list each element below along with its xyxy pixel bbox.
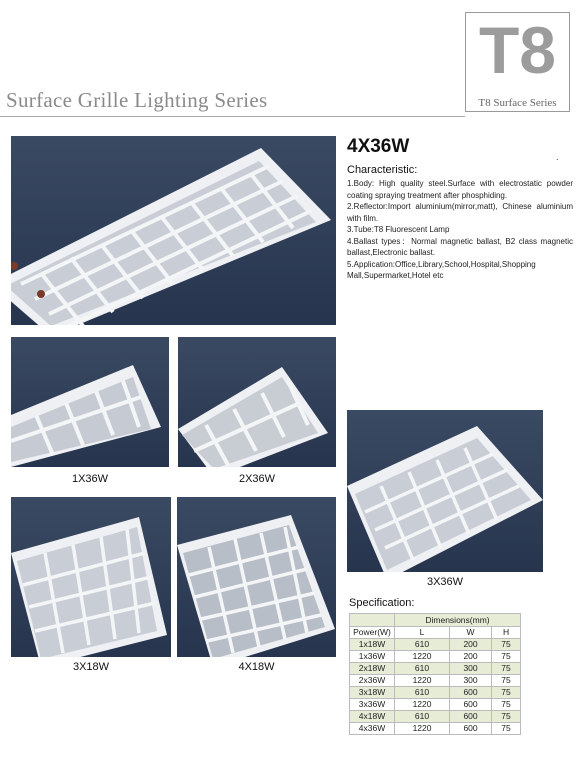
specification-heading: Specification:	[349, 597, 415, 609]
row-length: 610	[395, 687, 450, 699]
characteristic-item: 3.Tube:T8 Fluorescent Lamp	[347, 225, 450, 234]
row-length: 1220	[395, 651, 450, 663]
row-width: 300	[450, 675, 492, 687]
table-row	[350, 723, 521, 735]
row-power: 4x36W	[350, 723, 395, 735]
product-photo-1x36w	[11, 337, 169, 467]
caption-2x36w: 2X36W	[238, 473, 276, 485]
row-height: 75	[492, 639, 521, 651]
row-length: 1220	[395, 699, 450, 711]
table-row	[350, 711, 521, 723]
caption-3x36w: 3X36W	[426, 576, 464, 588]
row-width: 600	[450, 687, 492, 699]
table-row	[350, 639, 521, 651]
row-power: 1x18W	[350, 639, 395, 651]
table-row	[350, 687, 521, 699]
characteristic-item: 5.Application:Office,Library,School,Hospital,Shopping Mall,Supermarket,Hotel etc	[347, 259, 536, 280]
row-height: 75	[492, 675, 521, 687]
row-width: 200	[450, 639, 492, 651]
column-header-l: L	[395, 627, 450, 639]
table-row	[350, 651, 521, 663]
row-length: 610	[395, 711, 450, 723]
characteristic-item: 2.Reflector:Import aluminium(mirror,matt), Chinese aluminium with film.	[347, 202, 573, 223]
column-header-h: H	[492, 627, 521, 639]
characteristic-heading: Characteristic:	[347, 164, 418, 176]
row-width: 600	[450, 699, 492, 711]
row-height: 75	[492, 723, 521, 735]
badge-big-text: T8	[478, 13, 557, 87]
row-width: 200	[450, 651, 492, 663]
row-height: 75	[492, 699, 521, 711]
series-badge	[465, 12, 570, 112]
page-title: Surface Grille Lighting Series	[6, 88, 268, 112]
table-row	[350, 675, 521, 687]
row-power: 3x18W	[350, 687, 395, 699]
row-length: 610	[395, 663, 450, 675]
caption-4x18w: 4X18W	[238, 661, 275, 673]
row-height: 75	[492, 687, 521, 699]
product-photo-main	[11, 136, 336, 325]
row-width: 600	[450, 711, 492, 723]
row-height: 75	[492, 663, 521, 675]
table-corner-cell	[350, 614, 395, 627]
badge-small-text: T8 Surface Series	[478, 97, 557, 109]
row-power: 4x18W	[350, 711, 395, 723]
row-power: 2x18W	[350, 663, 395, 675]
product-photo-4x18w	[177, 497, 336, 657]
row-power: 1x36W	[350, 651, 395, 663]
table-row	[350, 699, 521, 711]
product-photo-3x36w	[347, 410, 543, 572]
row-power: 2x36W	[350, 675, 395, 687]
row-width: 300	[450, 663, 492, 675]
featured-model: 4X36W	[347, 136, 410, 157]
dimensions-header: Dimensions(mm)	[395, 614, 521, 627]
row-length: 1220	[395, 723, 450, 735]
featured-dot: .	[556, 152, 559, 162]
row-height: 75	[492, 651, 521, 663]
specification-table	[349, 613, 521, 735]
row-length: 1220	[395, 675, 450, 687]
characteristic-item: 1.Body: High quality steel.Surface with electrostatic powder coating spraying treatment after phosphiding.	[347, 179, 573, 200]
product-photo-3x18w	[11, 497, 171, 657]
characteristic-item: 4.Ballast types：Normal magnetic ballast, B2 class magnetic ballast,Electronic ballast.	[347, 236, 573, 257]
power-header: Power(W)	[350, 627, 395, 639]
column-header-w: W	[450, 627, 492, 639]
caption-3x18w: 3X18W	[72, 661, 110, 673]
title-divider	[0, 116, 465, 117]
row-height: 75	[492, 711, 521, 723]
row-length: 610	[395, 639, 450, 651]
characteristic-list	[347, 178, 573, 282]
row-power: 3x36W	[350, 699, 395, 711]
caption-1x36w: 1X36W	[71, 473, 109, 485]
product-photo-2x36w	[178, 337, 336, 467]
table-row	[350, 663, 521, 675]
row-width: 600	[450, 723, 492, 735]
